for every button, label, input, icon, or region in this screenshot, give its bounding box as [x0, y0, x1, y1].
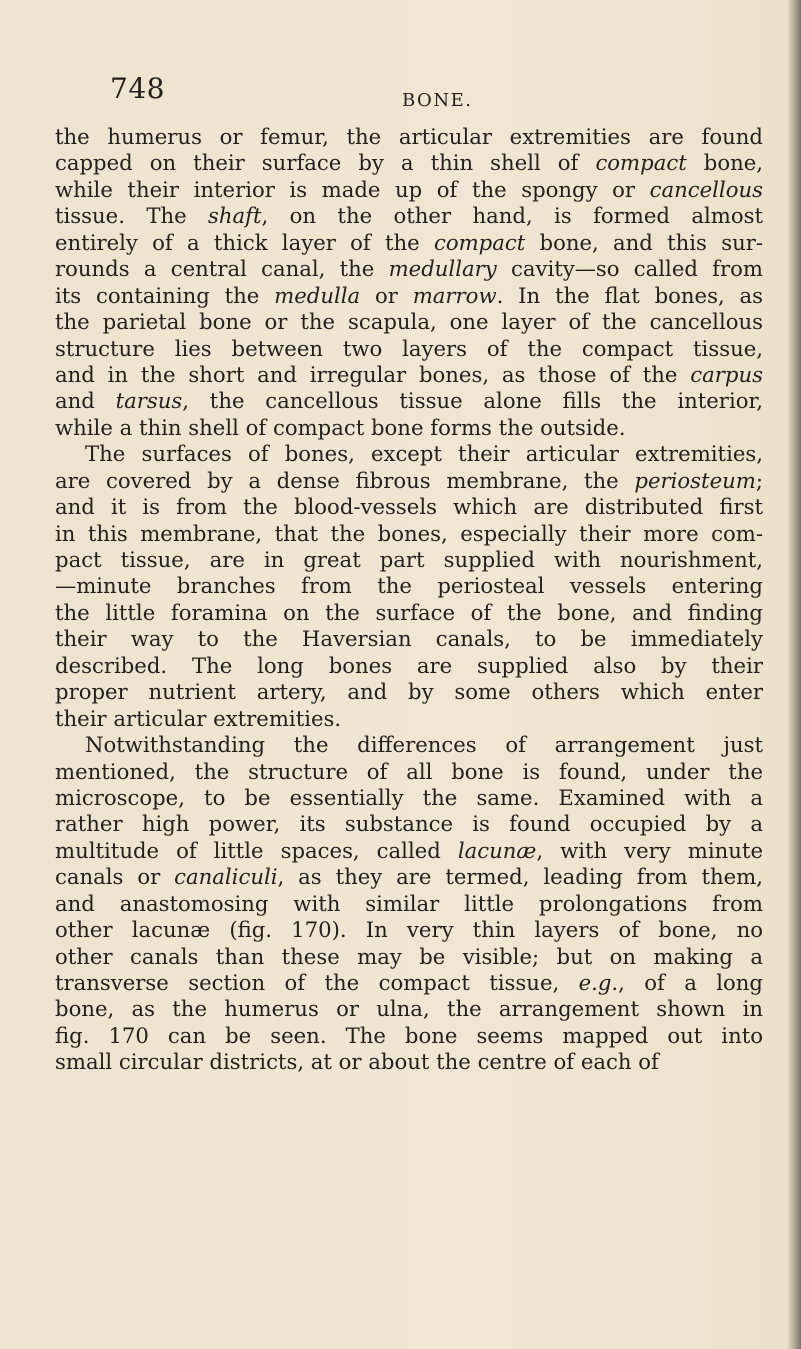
text-line: and anastomosing with similar little prolongations from: [55, 890, 763, 916]
text-line: pact tissue, are in great part supplied with nourishment,: [55, 547, 763, 572]
text-line: proper nutrient artery, and by some others which enter: [55, 679, 763, 705]
text-line: Notwithstanding the differences of arrangement just: [85, 732, 763, 758]
text-line: the little foramina on the surface of the bone, and finding: [55, 599, 763, 625]
text-line: —minute branches from the periosteal vessels entering: [55, 573, 763, 599]
text-line: fig. 170 can be seen. The bone seems mapped out into: [55, 1022, 763, 1048]
text-line: and tarsus, the cancellous tissue alone fills the interior,: [55, 388, 764, 414]
body-text: [55, 124, 763, 1076]
text-line: their way to the Haversian canals, to be immediately: [55, 626, 763, 652]
text-line: the parietal bone or the scapula, one layer of the cancellous: [55, 309, 763, 335]
page-edge-shadow: [787, 0, 801, 1349]
text-line: tissue. The shaft, on the other hand, is formed almost: [55, 203, 764, 229]
text-line: rounds a central canal, the medullary cavity—so called from: [55, 256, 763, 282]
text-line: The surfaces of bones, except their articular extremities,: [85, 441, 763, 467]
text-line: in this membrane, that the bones, especially their more com-: [55, 520, 763, 546]
text-line: while their interior is made up of the spongy or cancellous: [55, 176, 763, 202]
text-line: multitude of little spaces, called lacunæ, with very minute: [55, 837, 763, 863]
text-line: mentioned, the structure of all bone is found, under the: [55, 758, 763, 784]
text-line: rather high power, its substance is found occupied by a: [55, 811, 763, 837]
text-line: canals or canaliculi, as they are termed, leading from them,: [55, 864, 764, 890]
text-line: while a thin shell of compact bone forms the outside.: [55, 414, 626, 440]
text-line: structure lies between two layers of the compact tissue,: [55, 335, 763, 361]
text-line: transverse section of the compact tissue, e.g., of a long: [55, 970, 763, 995]
text-line: described. The long bones are supplied also by their: [55, 652, 763, 678]
page-number: 748: [110, 72, 165, 105]
text-line: entirely of a thick layer of the compact bone, and this sur-: [55, 229, 763, 255]
text-line: are covered by a dense fibrous membrane, the periosteum;: [55, 467, 763, 493]
text-line: capped on their surface by a thin shell of compact bone,: [55, 150, 763, 176]
text-line: other canals than these may be visible; but on making a: [55, 943, 763, 969]
text-line: their articular extremities.: [55, 705, 342, 731]
text-line: and in the short and irregular bones, as those of the carpus: [55, 361, 763, 387]
text-line: the humerus or femur, the articular extremities are found: [55, 124, 763, 149]
text-line: bone, as the humerus or ulna, the arrangement shown in: [55, 996, 763, 1022]
text-line: microscope, to be essentially the same. Examined with a: [55, 784, 763, 810]
text-line: and it is from the blood-vessels which are distributed first: [55, 494, 763, 520]
running-head: BONE.: [402, 90, 473, 111]
page-header: [110, 72, 750, 112]
text-line: small circular districts, at or about the centre of each of: [55, 1049, 659, 1075]
text-line: its containing the medulla or marrow. In the flat bones, as: [55, 282, 764, 308]
text-line: other lacunæ (fig. 170). In very thin layers of bone, no: [55, 917, 763, 943]
